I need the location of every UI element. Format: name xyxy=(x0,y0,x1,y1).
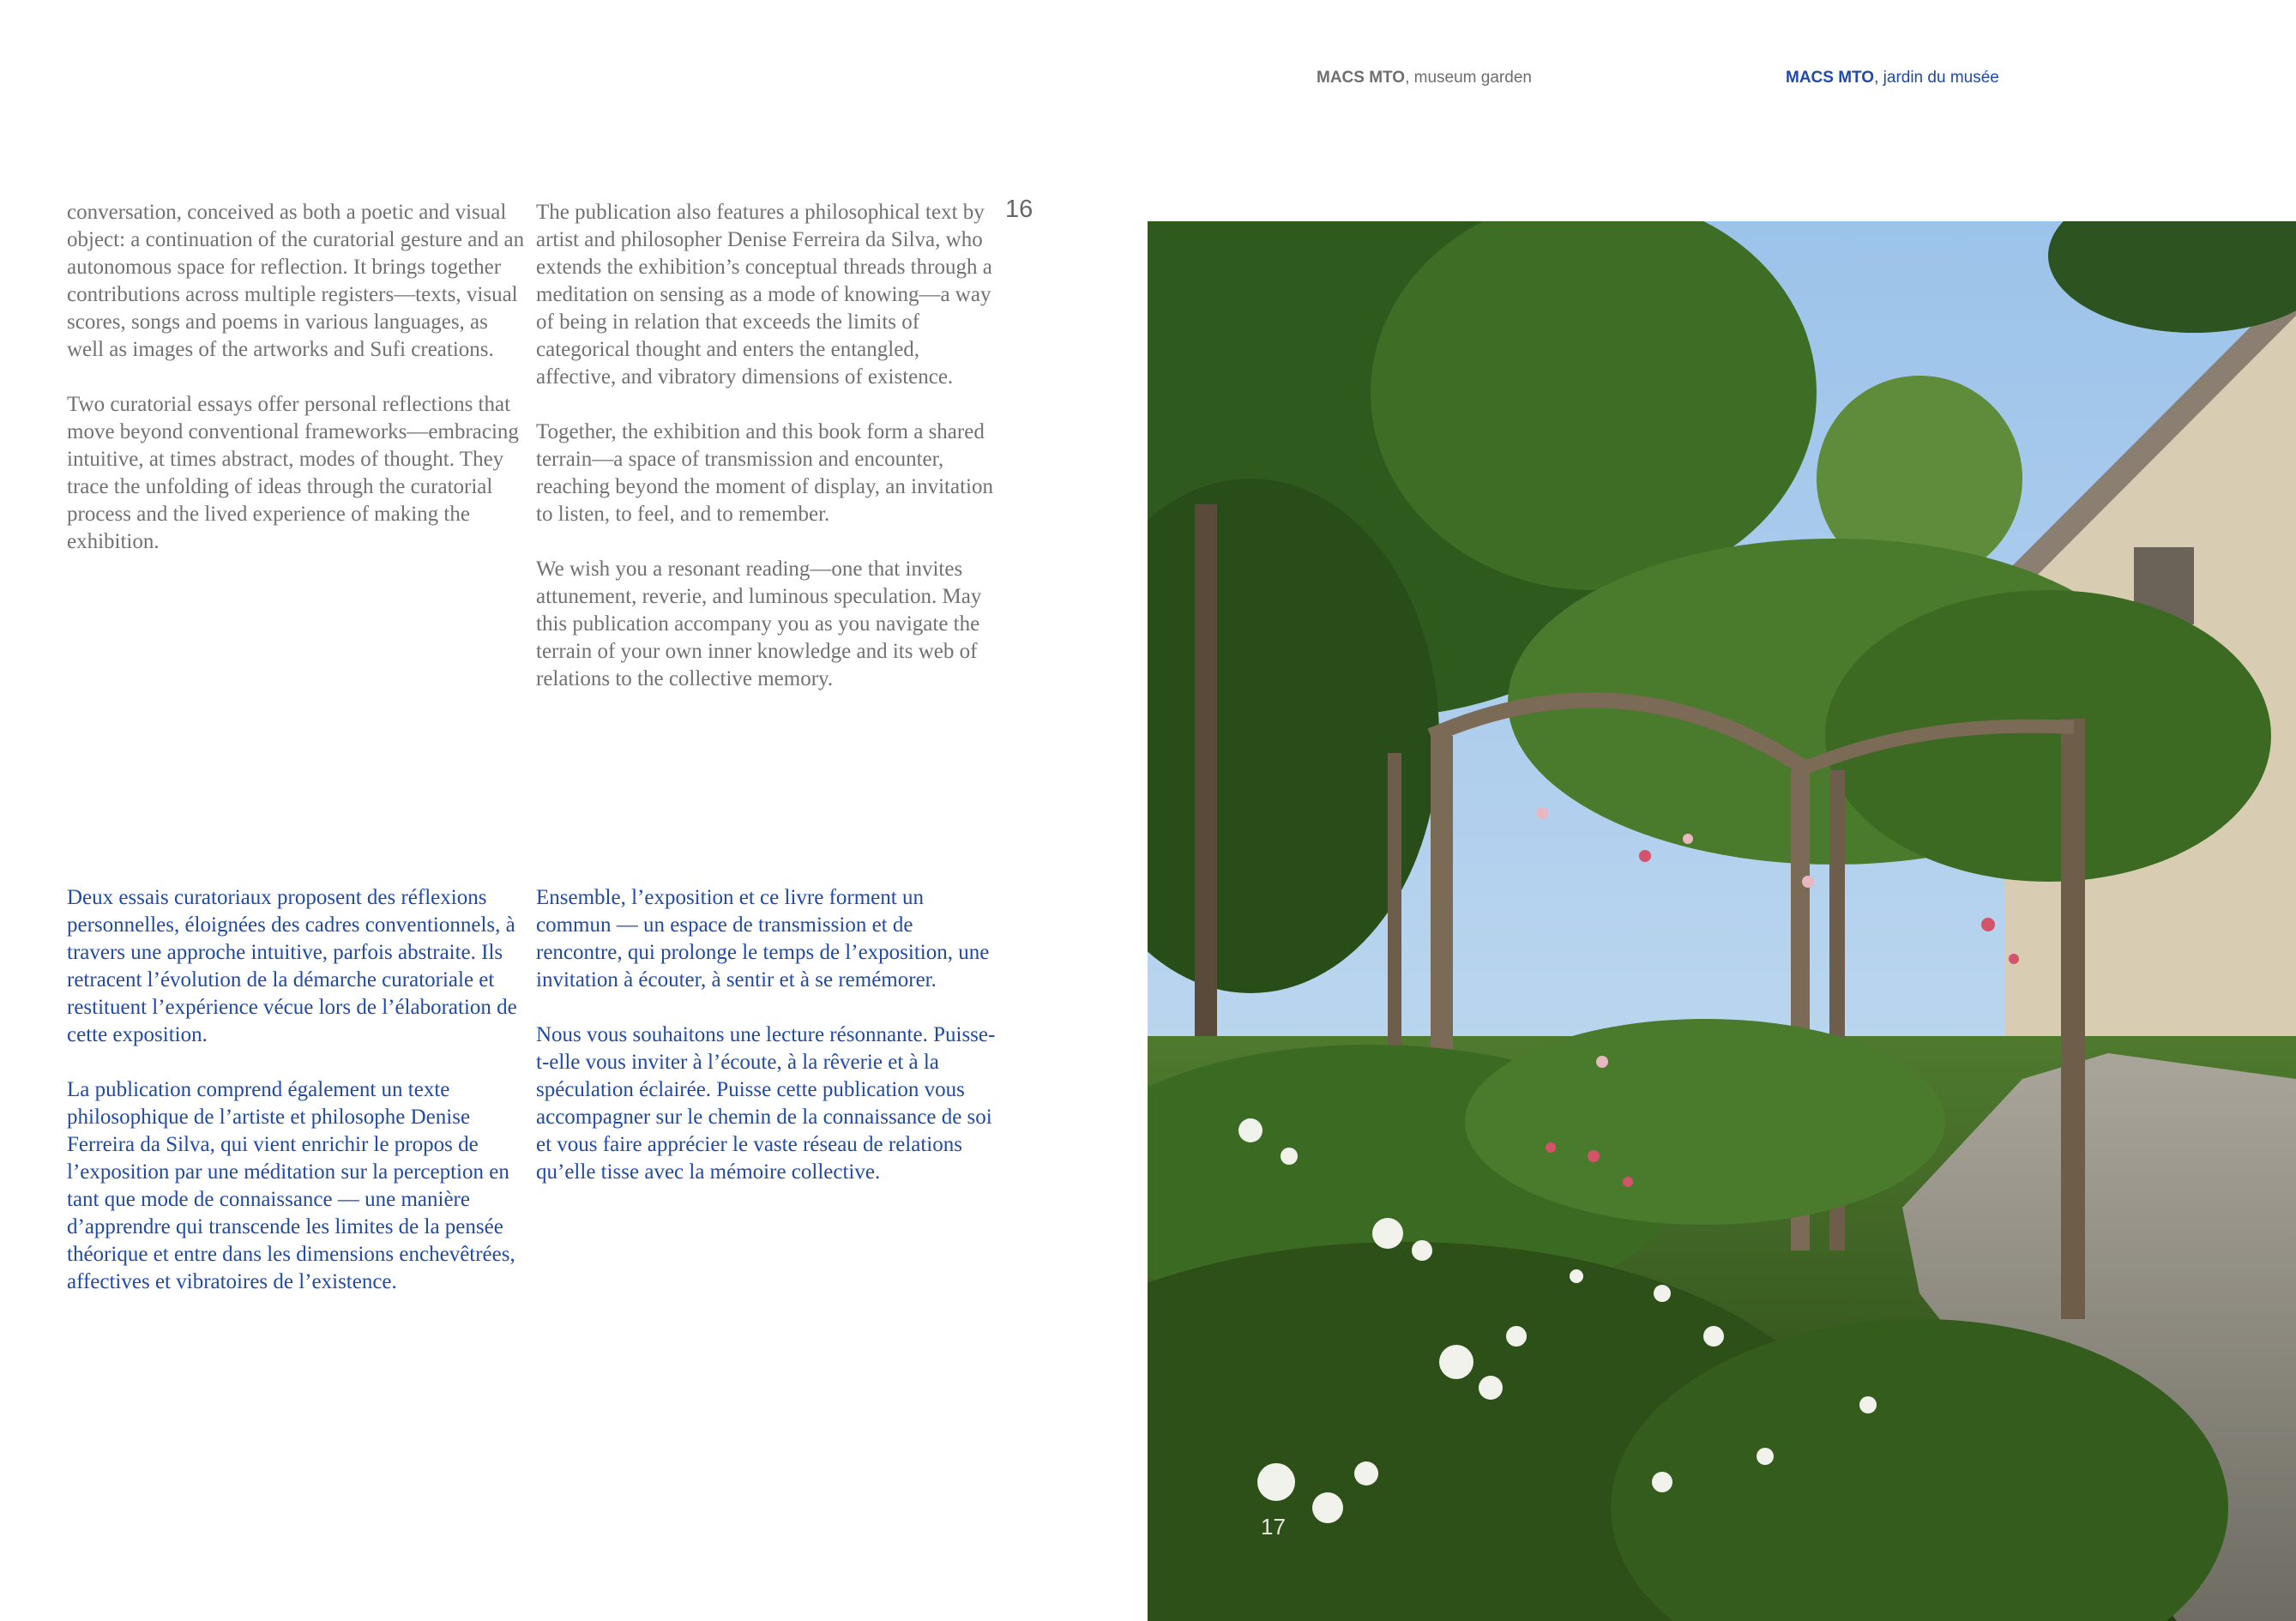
garden-photo xyxy=(1148,221,2296,1621)
paragraph: Two curatorial essays offer personal reflections that move beyond conventional frameworks—embracing intuitive, at times abstract, modes of thought. They trace the unfolding of ideas through the curatorial process and the lived experience of making the exhibition. xyxy=(67,393,519,553)
paragraph: Nous vous souhaitons une lecture résonnante. Puisse-t-elle vous inviter à l’écoute, à la rêverie et à la spéculation éclairée. Puisse cette publication vous accompagner sur le chemin de la connaissance de soi et vous faire apprécier le vaste réseau de relations qu’elle tisse avec la mémoire collective. xyxy=(536,1023,996,1184)
page-number-left: 16 xyxy=(1005,196,1034,223)
english-column-1 xyxy=(67,199,530,583)
french-column-1 xyxy=(67,884,530,1323)
paragraph: Ensemble, l’exposition et ce livre forment un commun — un espace de transmission et de rencontre, qui prolonge le temps de l’exposition, une invitation à écouter, à sentir et à se remémorer. xyxy=(536,886,990,991)
photo-caption-english xyxy=(1317,69,1532,87)
paragraph: conversation, conceived as both a poetic and visual object: a continuation of the curatorial gesture and an autonomous space for reflection. It brings together contributions across multiple registers—texts, visual scores, songs and poems in various languages, as well as images of the artworks and Sufi creations. xyxy=(67,201,525,361)
french-column-2 xyxy=(536,884,999,1214)
paragraph: Deux essais curatoriaux proposent des réflexions personnelles, éloignées des cadres conventionnels, à travers une approche intuitive, parfois abstraite. Ils retracent l’évolution de la démarche curatoriale et restituent l’expérience vécue lors de l’élaboration de cette exposition. xyxy=(67,886,517,1046)
caption-brand: MACS MTO xyxy=(1317,69,1406,87)
paragraph: We wish you a resonant reading—one that invites attunement, reverie, and luminous speculation. May this publication accompany you as you navigate the terrain of your own inner knowledge and its web of relations to the collective memory. xyxy=(536,557,982,690)
paragraph: The publication also features a philosophical text by artist and philosopher Denise Ferreira da Silva, who extends the exhibition’s conceptual threads through a meditation on sensing as a mode of knowing—a way of being in relation that exceeds the limits of categorical thought and enters the entangled, affective, and vibratory dimensions of existence. xyxy=(536,201,992,389)
photo-caption-french xyxy=(1786,69,1999,87)
english-column-2 xyxy=(536,199,999,720)
paragraph: Together, the exhibition and this book form a shared terrain—a space of transmission and encounter, reaching beyond the moment of display, an invitation to listen, to feel, and to remember. xyxy=(536,420,993,526)
paragraph: La publication comprend également un texte philosophique de l’artiste et philosophe Denise Ferreira da Silva, qui vient enrichir le propos de l’exposition par une méditation sur la perception en tant que mode de connaissance — une manière d’apprendre qui transcende les limites de la pensée théorique et entre dans les dimensions enchevêtrées, affectives et vibratoires de l’existence. xyxy=(67,1078,515,1293)
caption-text: , museum garden xyxy=(1405,69,1532,87)
page-number-right: 17 xyxy=(1261,1514,1286,1540)
caption-text: , jardin du musée xyxy=(1874,69,1999,87)
caption-brand: MACS MTO xyxy=(1786,69,1875,87)
